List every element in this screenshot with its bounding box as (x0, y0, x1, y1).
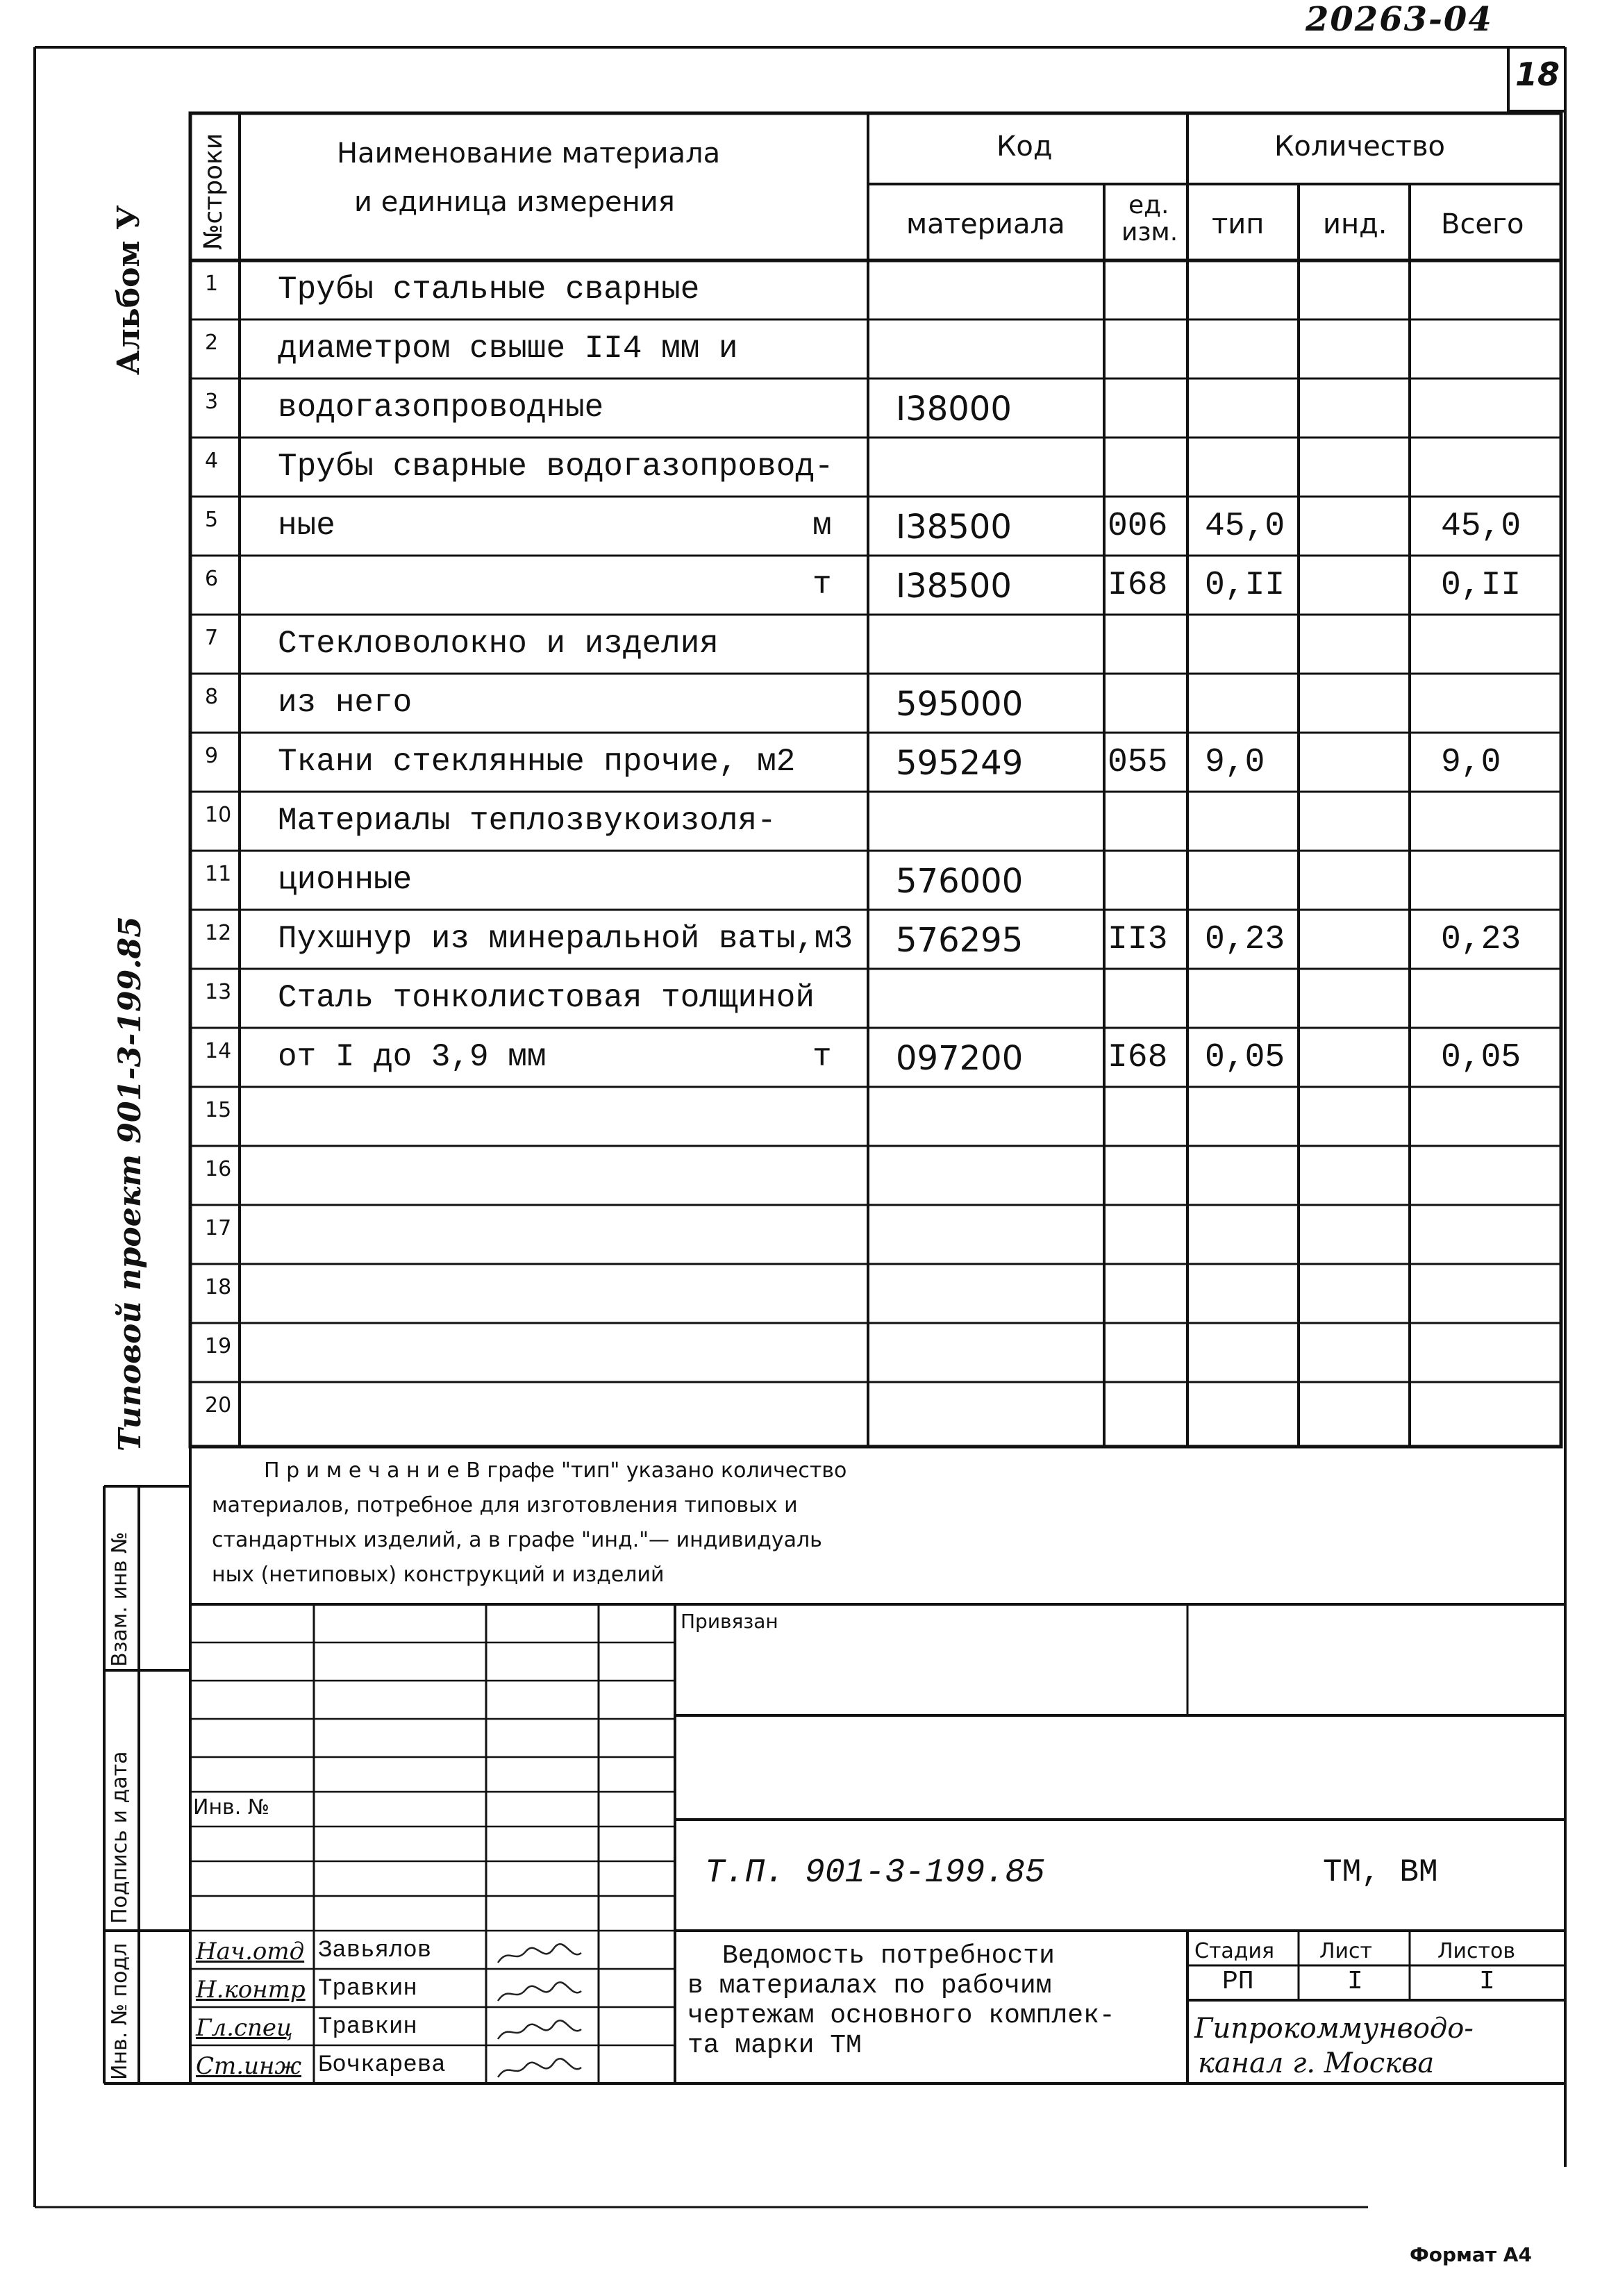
material-name: Пухшнур из минеральной ваты,м3 (278, 921, 853, 957)
row-number: 3 (205, 390, 219, 414)
signer-name: Травкин (318, 2014, 417, 2040)
project-label: Типовой проект 901-3-199.85 (112, 916, 148, 1451)
sign-date-label: Подпись и дата (108, 1751, 132, 1924)
header-code-unit-line2: изм. (1121, 218, 1178, 247)
row-number: 8 (205, 685, 219, 709)
row-number: 7 (205, 626, 219, 650)
unit-code: II3 (1108, 921, 1168, 958)
org-line1: Гипрокоммунводо- (1194, 2013, 1474, 2045)
row-number: 5 (205, 508, 219, 532)
material-name: Трубы стальные сварные (278, 272, 700, 308)
stage-label: Стадия (1194, 1939, 1275, 1963)
material-unit: т (812, 1039, 832, 1075)
header-code-material: материала (906, 208, 1065, 240)
doc-title-line4: та марки ТМ (687, 2031, 862, 2061)
material-code: 097200 (896, 1039, 1024, 1078)
row-number: 11 (205, 862, 232, 886)
row-number: 18 (205, 1275, 232, 1299)
row-number: 19 (205, 1334, 232, 1358)
signer-role: Нач.отд (196, 1938, 305, 1965)
qty-total: 0,05 (1441, 1039, 1521, 1076)
signature-scribble (494, 1981, 585, 2006)
material-code: 595000 (896, 685, 1024, 724)
header-row-no: №строки (199, 133, 228, 250)
qty-type: 45,0 (1205, 508, 1285, 545)
note-line3: стандартных изделий, а в графе "инд."— индивидуаль (212, 1528, 822, 1552)
material-unit: т (812, 567, 832, 603)
header-qty-type: тип (1212, 208, 1265, 240)
qty-total: 45,0 (1441, 508, 1521, 545)
signer-role: Ст.инж (196, 2052, 302, 2080)
row-number: 14 (205, 1039, 232, 1063)
header-name-line2: и единица измерения (354, 186, 675, 218)
replace-inv-label: Взам. инв № (108, 1531, 132, 1667)
stage-value: РП (1222, 1967, 1254, 1997)
material-code: 595249 (896, 744, 1024, 783)
qty-type: 9,0 (1205, 744, 1265, 781)
signer-role: Гл.спец (196, 2014, 293, 2042)
album-label: Альбом У (111, 205, 147, 375)
row-number: 1 (205, 272, 219, 296)
material-name: Стекловолокно и изделия (278, 626, 719, 662)
row-number: 17 (205, 1216, 232, 1240)
signer-name: Бочкарева (318, 2052, 446, 2079)
row-number: 10 (205, 803, 232, 827)
row-number: 20 (205, 1393, 232, 1417)
qty-total: 0,23 (1441, 921, 1521, 958)
material-code: 576000 (896, 862, 1024, 901)
qty-type: 0,05 (1205, 1039, 1285, 1076)
material-name: Трубы сварные водогазопровод- (278, 449, 834, 485)
unit-code: 055 (1108, 744, 1168, 781)
material-name: Ткани стеклянные прочие, м2 (278, 744, 796, 780)
inv-no-orig-label: Инв. № подл (108, 1943, 132, 2080)
material-name: Сталь тонколистовая толщиной (278, 980, 815, 1016)
sheet-label: Лист (1319, 1939, 1373, 1963)
qty-total: 0,II (1441, 567, 1521, 604)
sheets-label: Листов (1437, 1939, 1516, 1963)
header-qty-total: Всего (1441, 208, 1524, 240)
inv-no-label: Инв. № (193, 1795, 270, 1820)
signature-scribble (494, 2020, 585, 2045)
material-name: водогазопроводные (278, 390, 604, 426)
signer-role: Н.контр (196, 1976, 306, 2004)
row-number: 6 (205, 567, 219, 591)
row-number: 16 (205, 1157, 232, 1181)
archive-number: 20263-04 (1306, 0, 1493, 39)
note-line2: материалов, потребное для изготовления типовых и (212, 1493, 798, 1517)
signer-name: Завьялов (318, 1938, 432, 1964)
unit-code: 006 (1108, 508, 1168, 545)
row-number: 4 (205, 449, 219, 473)
marks: ТМ, ВМ (1323, 1854, 1438, 1890)
header-qty-ind: инд. (1323, 208, 1387, 240)
material-name: ные (278, 508, 335, 544)
material-unit: м (812, 508, 832, 544)
header-code-unit-line1: ед. (1128, 191, 1169, 219)
format-label: Формат А4 (1410, 2243, 1532, 2266)
material-code: I38500 (896, 567, 1012, 606)
doc-title-line1: Ведомость потребности (722, 1941, 1055, 1971)
note-line4: ных (нетиповых) конструкций и изделий (212, 1563, 665, 1587)
doc-title-line2: в материалах по рабочим (687, 1971, 1052, 2001)
material-code: I38000 (896, 390, 1012, 429)
header-name-line1: Наименование материала (337, 138, 721, 169)
row-number: 13 (205, 980, 232, 1004)
row-number: 9 (205, 744, 219, 768)
note-line1: П р и м е ч а н и е В графе "тип" указано количество (264, 1458, 847, 1483)
material-name: ционные (278, 862, 412, 898)
row-number: 12 (205, 921, 232, 945)
signature-scribble (494, 2058, 585, 2083)
material-name: Материалы теплозвукоизоля- (278, 803, 776, 839)
unit-code: I68 (1108, 567, 1168, 604)
sheets-value: I (1479, 1967, 1495, 1997)
header-qty-group: Количество (1274, 131, 1446, 163)
sheet-number: 18 (1515, 56, 1560, 93)
designation: Т.П. 901-3-199.85 (705, 1854, 1045, 1892)
row-number: 2 (205, 331, 219, 355)
qty-type: 0,23 (1205, 921, 1285, 958)
privyazan-label: Привязан (681, 1610, 778, 1633)
qty-total: 9,0 (1441, 744, 1501, 781)
signature-scribble (494, 1943, 585, 1968)
material-code: I38500 (896, 508, 1012, 547)
header-code-group: Код (996, 131, 1053, 163)
qty-type: 0,II (1205, 567, 1285, 604)
sheet-value: I (1347, 1967, 1363, 1997)
material-name: диаметром свыше II4 мм и (278, 331, 738, 367)
material-name: из него (278, 685, 412, 721)
unit-code: I68 (1108, 1039, 1168, 1076)
material-code: 576295 (896, 921, 1024, 960)
doc-title-line3: чертежам основного комплек- (687, 2001, 1115, 2031)
signer-name: Травкин (318, 1976, 417, 2002)
row-number: 15 (205, 1098, 232, 1122)
org-line2: канал г. Москва (1198, 2047, 1435, 2079)
material-name: от I до 3,9 мм (278, 1039, 547, 1075)
